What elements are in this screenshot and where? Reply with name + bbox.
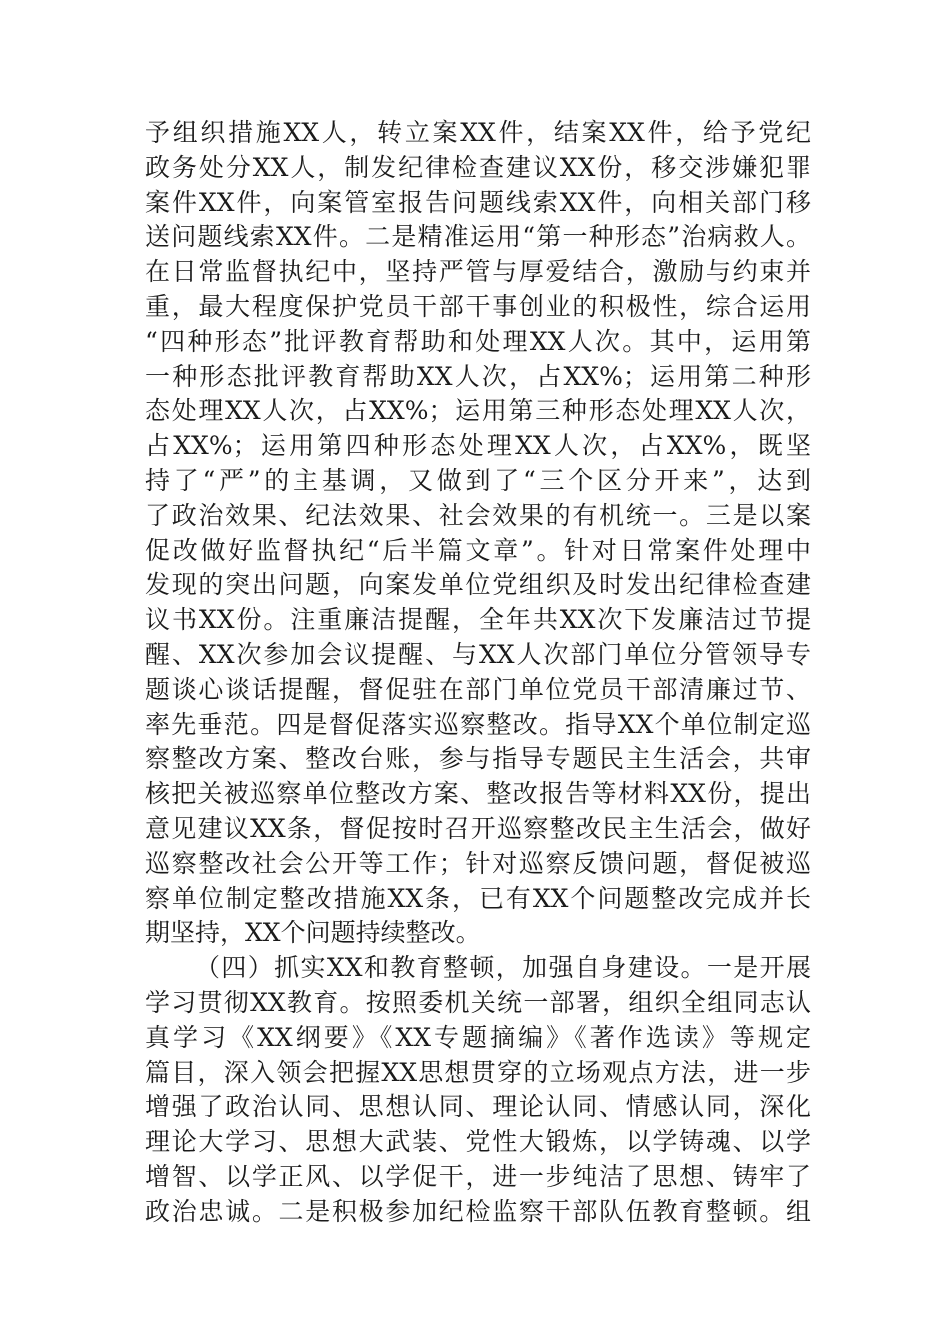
text-line-8: 一种形态批评教育帮助XX人次，占XX%；运用第二种形: [145, 361, 811, 391]
text-line-17: 题谈心谈话提醒，督促驻在部门单位党员干部清廉过节、: [145, 674, 811, 704]
text-line-26: 学习贯彻XX教育。按照委机关统一部署，组织全组同志认: [145, 987, 811, 1017]
text-line-10: 占XX%；运用第四种形态处理XX人次，占XX%，既坚: [145, 431, 811, 461]
text-line-11: 持了“严”的主基调，又做到了“三个区分开来”，达到: [145, 465, 811, 495]
text-line-12: 了政治效果、纪法效果、社会效果的有机统一。三是以案: [145, 500, 811, 530]
text-line-21: 意见建议XX条，督促按时召开巡察整改民主生活会，做好: [145, 813, 811, 843]
text-line-6: 重，最大程度保护党员干部干事创业的积极性，综合运用: [145, 291, 811, 321]
text-line-27: 真学习《XX纲要》《XX专题摘编》《著作选读》等规定: [145, 1022, 811, 1052]
text-line-23: 察单位制定整改措施XX条，已有XX个问题整改完成并长: [145, 883, 811, 913]
text-line-2: 政务处分XX人，制发纪律检查建议XX份，移交涉嫌犯罪: [145, 152, 811, 182]
text-line-29: 增强了政治认同、思想认同、理论认同、情感认同，深化: [145, 1092, 811, 1122]
text-line-20: 核把关被巡察单位整改方案、整改报告等材料XX份，提出: [145, 779, 811, 809]
text-line-22: 巡察整改社会公开等工作；针对巡察反馈问题，督促被巡: [145, 848, 811, 878]
body-text: [145, 116, 811, 1230]
text-line-9: 态处理XX人次，占XX%；运用第三种形态处理XX人次，: [145, 396, 811, 426]
text-line-25-section-heading: （四）抓实XX和教育整顿，加强自身建设。一是开展: [195, 953, 811, 983]
text-line-5: 在日常监督执纪中，坚持严管与厚爱结合，激励与约束并: [145, 257, 811, 287]
text-line-3: 案件XX件，向案管室报告问题线索XX件，向相关部门移: [145, 187, 811, 217]
text-line-4: 送问题线索XX件。二是精准运用“第一种形态”治病救人。: [145, 222, 811, 252]
text-line-28: 篇目，深入领会把握XX思想贯穿的立场观点方法，进一步: [145, 1057, 811, 1087]
text-line-13: 促改做好监督执纪“后半篇文章”。针对日常案件处理中: [145, 535, 811, 565]
text-line-24: 期坚持，XX个问题持续整改。: [145, 918, 481, 948]
text-line-1: 予组织措施XX人，转立案XX件，结案XX件，给予党纪: [145, 118, 811, 147]
text-line-31: 增智、以学正风、以学促干，进一步纯洁了思想、铸牢了: [145, 1161, 811, 1191]
text-line-15: 议书XX份。注重廉洁提醒，全年共XX次下发廉洁过节提: [145, 605, 811, 635]
text-line-18: 率先垂范。四是督促落实巡察整改。指导XX个单位制定巡: [145, 709, 811, 739]
text-line-16: 醒、XX次参加会议提醒、与XX人次部门单位分管领导专: [145, 639, 811, 669]
text-line-19: 察整改方案、整改台账，参与指导专题民主生活会，共审: [145, 744, 811, 774]
text-line-7: “四种形态”批评教育帮助和处理XX人次。其中，运用第: [145, 326, 811, 356]
text-line-30: 理论大学习、思想大武装、党性大锻炼，以学铸魂、以学: [145, 1127, 811, 1157]
text-line-32: 政治忠诚。二是积极参加纪检监察干部队伍教育整顿。组: [145, 1196, 811, 1226]
text-line-14: 发现的突出问题，向案发单位党组织及时发出纪律检查建: [145, 570, 811, 600]
